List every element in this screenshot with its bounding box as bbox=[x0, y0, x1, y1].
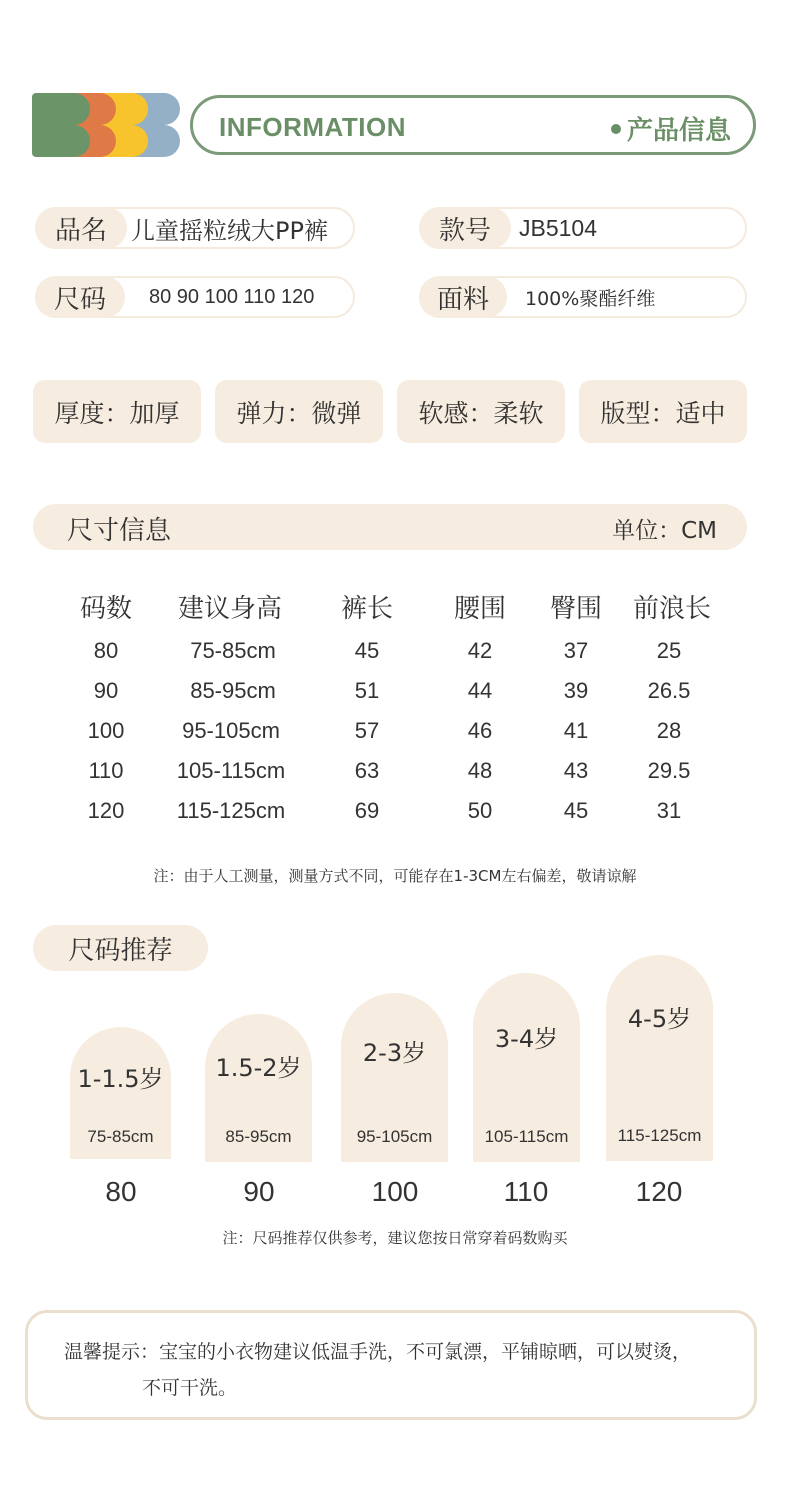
feature-softness: 软感：柔软 bbox=[397, 380, 565, 443]
recommend-height: 95-105cm bbox=[356, 1127, 433, 1146]
table-cell: 85-95cm bbox=[190, 678, 276, 703]
recommend-card bbox=[473, 973, 580, 1162]
table-cell: 100 bbox=[87, 718, 125, 743]
table-cell: 29.5 bbox=[647, 758, 691, 783]
size-field bbox=[35, 276, 355, 318]
recommend-age: 1-1.5岁 bbox=[77, 1065, 164, 1093]
feature-elasticity: 弹力：微弹 bbox=[215, 380, 383, 443]
brand-logo bbox=[32, 93, 180, 157]
table-cell: 41 bbox=[563, 718, 589, 743]
size-label: 尺码 bbox=[35, 276, 125, 318]
table-cell: 110 bbox=[88, 758, 124, 783]
recommend-card bbox=[205, 1014, 312, 1162]
dot-icon bbox=[611, 124, 621, 134]
table-cell: 26.5 bbox=[647, 678, 691, 703]
size-info-title: 尺寸信息 bbox=[67, 516, 172, 546]
model-value: JB5104 bbox=[519, 214, 598, 241]
care-tip-line1: 温馨提示：宝宝的小衣物建议低温手洗，不可氯漂，平铺晾晒，可以熨烫， bbox=[64, 1341, 692, 1363]
table-cell: 80 bbox=[93, 638, 119, 663]
information-header bbox=[190, 95, 756, 155]
table-cell: 69 bbox=[354, 798, 380, 823]
recommend-card bbox=[341, 993, 448, 1162]
recommend-age: 4-5岁 bbox=[627, 1005, 692, 1033]
table-cell: 31 bbox=[656, 798, 682, 823]
table-cell: 63 bbox=[354, 758, 380, 783]
recommend-height: 105-115cm bbox=[484, 1127, 569, 1146]
recommend-age: 2-3岁 bbox=[362, 1039, 427, 1067]
title-en: INFORMATION bbox=[219, 112, 406, 142]
recommend-size: 110 bbox=[503, 1176, 549, 1207]
table-cell: 50 bbox=[467, 798, 493, 823]
product-name-field bbox=[35, 207, 355, 249]
title-cn bbox=[611, 110, 731, 147]
fabric-label: 面料 bbox=[419, 276, 507, 318]
recommend-age: 1.5-2岁 bbox=[215, 1054, 302, 1082]
recommend-size: 120 bbox=[635, 1176, 683, 1207]
recommend-note: 注：尺码推荐仅供参考，建议您按日常穿着码数购买 bbox=[222, 1229, 568, 1247]
measurement-note: 注：由于人工测量，测量方式不同，可能存在1-3CM左右偏差，敬请谅解 bbox=[153, 867, 637, 885]
recommend-size: 100 bbox=[371, 1176, 419, 1207]
table-cell: 25 bbox=[656, 638, 682, 663]
table-cell: 37 bbox=[563, 638, 589, 663]
feature-thickness: 厚度：加厚 bbox=[33, 380, 201, 443]
table-header: 臀围 bbox=[549, 594, 602, 624]
table-header: 裤长 bbox=[340, 594, 393, 624]
table-header: 建议身高 bbox=[177, 594, 282, 624]
size-info-bar bbox=[33, 504, 747, 550]
recommend-title: 尺码推荐 bbox=[33, 925, 208, 971]
table-cell: 43 bbox=[563, 758, 589, 783]
model-label: 款号 bbox=[419, 207, 511, 249]
care-tip-line2: 不可干洗。 bbox=[142, 1377, 238, 1399]
table-cell: 115-125cm bbox=[176, 798, 286, 823]
model-field bbox=[419, 207, 747, 249]
title-cn-text: 产品信息 bbox=[626, 116, 731, 146]
table-cell: 105-115cm bbox=[176, 758, 286, 783]
table-header: 腰围 bbox=[453, 594, 506, 624]
recommend-age: 3-4岁 bbox=[494, 1025, 559, 1053]
table-cell: 90 bbox=[93, 678, 119, 703]
table-cell: 45 bbox=[563, 798, 589, 823]
feature-fit: 版型：适中 bbox=[579, 380, 747, 443]
table-header: 码数 bbox=[79, 594, 132, 624]
table-cell: 46 bbox=[467, 718, 493, 743]
size-value: 80 90 100 110 120 bbox=[149, 285, 315, 308]
recommend-size: 90 bbox=[243, 1176, 275, 1207]
table-header: 前浪长 bbox=[632, 594, 711, 624]
recommend-size: 80 bbox=[105, 1176, 137, 1207]
recommend-card bbox=[70, 1027, 171, 1159]
table-cell: 57 bbox=[354, 718, 380, 743]
table-cell: 39 bbox=[563, 678, 589, 703]
recommend-card bbox=[606, 955, 713, 1161]
care-tip-box bbox=[25, 1310, 757, 1420]
fabric-field bbox=[419, 276, 747, 318]
table-cell: 28 bbox=[656, 718, 682, 743]
product-name-value: 儿童摇粒绒大PP裤 bbox=[131, 216, 328, 245]
table-cell: 44 bbox=[467, 678, 493, 703]
recommend-height: 115-125cm bbox=[617, 1126, 702, 1145]
unit-label: 单位：CM bbox=[612, 518, 717, 544]
recommend-height: 75-85cm bbox=[87, 1127, 154, 1146]
table-cell: 75-85cm bbox=[190, 638, 276, 663]
table-cell: 51 bbox=[354, 678, 380, 703]
table-cell: 95-105cm bbox=[182, 718, 280, 743]
table-cell: 45 bbox=[354, 638, 380, 663]
fabric-value: 100%聚酯纤维 bbox=[525, 287, 656, 310]
table-cell: 48 bbox=[467, 758, 493, 783]
recommend-height: 85-95cm bbox=[225, 1127, 292, 1146]
table-cell: 120 bbox=[87, 798, 125, 823]
table-cell: 42 bbox=[467, 638, 493, 663]
product-name-label: 品名 bbox=[35, 207, 127, 249]
